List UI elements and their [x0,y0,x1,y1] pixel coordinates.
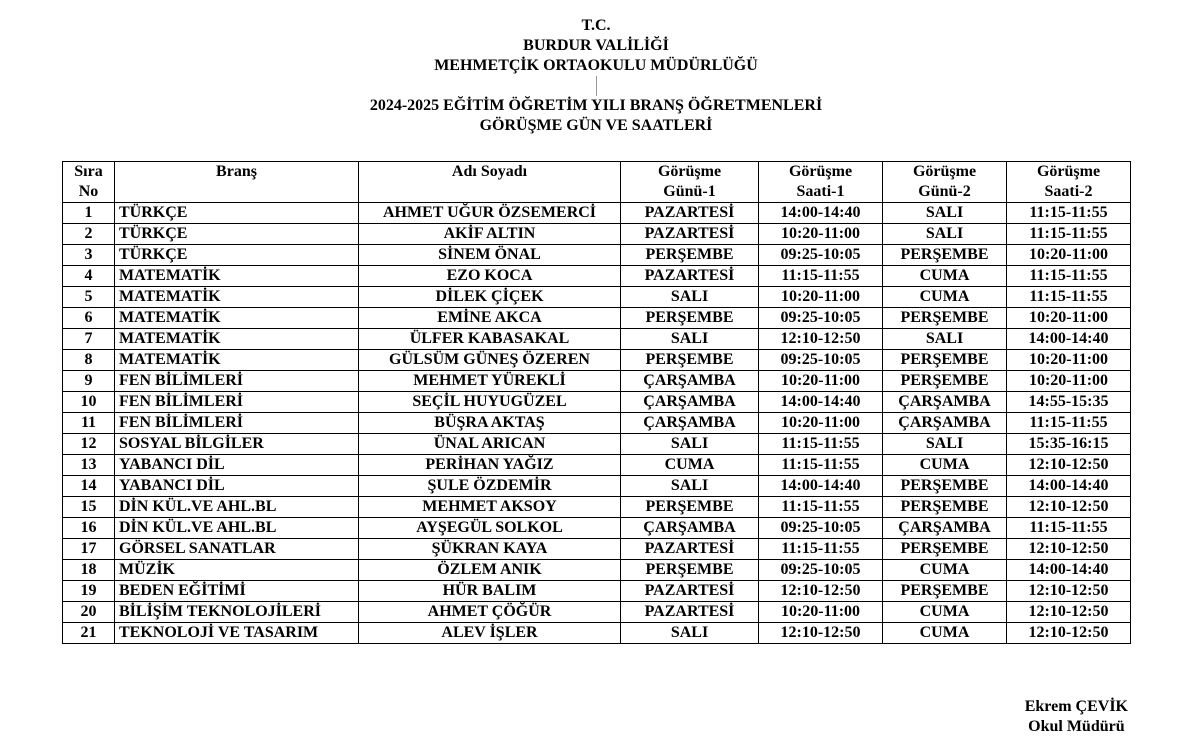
cell-branch: MÜZİK [115,560,359,581]
cell-no: 20 [63,602,115,623]
cell-day-1: PERŞEMBE [621,560,759,581]
cell-no: 16 [63,518,115,539]
cell-no: 1 [63,203,115,224]
cell-day-1: SALI [621,287,759,308]
column-header-text: Görüşme [788,163,853,180]
cell-no: 15 [63,497,115,518]
document-title-line2: GÖRÜŞME GÜN VE SAATLERİ [479,117,713,134]
table-row [63,224,1131,245]
cell-day-2: CUMA [883,602,1007,623]
cell-time-1: 14:00-14:40 [759,476,883,497]
cell-teacher-name: DİLEK ÇİÇEK [359,287,621,308]
cell-time-1: 09:25-10:05 [759,518,883,539]
cell-teacher-name: BÜŞRA AKTAŞ [359,413,621,434]
cell-time-1: 10:20-11:00 [759,287,883,308]
cell-time-2: 14:00-14:40 [1007,476,1131,497]
cell-branch: MATEMATİK [115,308,359,329]
cell-branch: DİN KÜL.VE AHL.BL [115,497,359,518]
cell-no: 5 [63,287,115,308]
cell-time-1: 14:00-14:40 [759,203,883,224]
cell-time-2: 12:10-12:50 [1007,623,1131,644]
cell-day-2: PERŞEMBE [883,350,1007,371]
cell-day-2: ÇARŞAMBA [883,413,1007,434]
cell-time-1: 09:25-10:05 [759,245,883,266]
cell-day-1: SALI [621,434,759,455]
cell-branch: FEN BİLİMLERİ [115,413,359,434]
cell-day-1: PERŞEMBE [621,350,759,371]
cell-day-2: ÇARŞAMBA [883,392,1007,413]
document-title-line1: 2024-2025 EĞİTİM ÖĞRETİM YILI BRANŞ ÖĞRETMENLERİ [369,97,823,114]
cell-no: 7 [63,329,115,350]
cell-day-1: PAZARTESİ [621,539,759,560]
cell-day-1: SALI [621,329,759,350]
cell-time-1: 10:20-11:00 [759,371,883,392]
cell-time-1: 11:15-11:55 [759,539,883,560]
cell-time-2: 14:55-15:35 [1007,392,1131,413]
cell-branch: DİN KÜL.VE AHL.BL [115,518,359,539]
cell-time-2: 12:10-12:50 [1007,497,1131,518]
cell-time-2: 10:20-11:00 [1007,371,1131,392]
cell-no: 3 [63,245,115,266]
cell-no: 17 [63,539,115,560]
cell-teacher-name: EZO KOCA [359,266,621,287]
cell-day-2: CUMA [883,455,1007,476]
cell-no: 9 [63,371,115,392]
table-body [63,203,1131,644]
cell-time-2: 14:00-14:40 [1007,329,1131,350]
cell-time-1: 14:00-14:40 [759,392,883,413]
cell-time-2: 11:15-11:55 [1007,518,1131,539]
cell-day-2: ÇARŞAMBA [883,518,1007,539]
cell-day-2: CUMA [883,287,1007,308]
table-row [63,497,1131,518]
cell-day-1: ÇARŞAMBA [621,518,759,539]
cell-time-2: 10:20-11:00 [1007,350,1131,371]
cell-branch: MATEMATİK [115,266,359,287]
cell-day-2: CUMA [883,266,1007,287]
table-row [63,602,1131,623]
cell-branch: SOSYAL BİLGİLER [115,434,359,455]
cell-branch: TÜRKÇE [115,224,359,245]
cell-day-2: SALI [883,434,1007,455]
cell-time-2: 12:10-12:50 [1007,539,1131,560]
cell-teacher-name: GÜLSÜM GÜNEŞ ÖZEREN [359,350,621,371]
cell-time-1: 12:10-12:50 [759,623,883,644]
cell-teacher-name: ŞÜKRAN KAYA [359,539,621,560]
cell-no: 21 [63,623,115,644]
cell-teacher-name: EMİNE AKCA [359,308,621,329]
cell-branch: YABANCI DİL [115,455,359,476]
table-row [63,266,1131,287]
meeting-schedule-table [62,161,1131,644]
cell-day-1: PAZARTESİ [621,266,759,287]
column-header-text: Branş [216,163,257,180]
cell-branch: BİLİŞİM TEKNOLOJİLERİ [115,602,359,623]
column-header-col-branch [115,162,359,203]
table-row [63,413,1131,434]
cell-teacher-name: ÖZLEM ANIK [359,560,621,581]
cell-day-2: PERŞEMBE [883,371,1007,392]
cell-no: 8 [63,350,115,371]
cell-day-2: PERŞEMBE [883,497,1007,518]
cell-branch: TÜRKÇE [115,245,359,266]
cell-time-1: 12:10-12:50 [759,581,883,602]
cell-day-1: PAZARTESİ [621,203,759,224]
cell-day-1: PAZARTESİ [621,581,759,602]
cell-time-2: 10:20-11:00 [1007,245,1131,266]
cell-branch: BEDEN EĞİTİMİ [115,581,359,602]
cell-branch: YABANCI DİL [115,476,359,497]
principal-name: Ekrem ÇEVİK [1024,698,1128,715]
cell-teacher-name: MEHMET AKSOY [359,497,621,518]
cell-teacher-name: SİNEM ÖNAL [359,245,621,266]
header-line-governorship: BURDUR VALİLİĞİ [523,37,669,54]
table-header-row [63,162,1131,203]
table-row [63,245,1131,266]
column-header-text: Görüşme [657,163,722,180]
cell-time-1: 10:20-11:00 [759,224,883,245]
cell-time-1: 09:25-10:05 [759,308,883,329]
cell-day-1: SALI [621,476,759,497]
cell-branch: TEKNOLOJİ VE TASARIM [115,623,359,644]
column-header-text: No [78,183,99,200]
table-row [63,287,1131,308]
cell-teacher-name: AYŞEGÜL SOLKOL [359,518,621,539]
cell-time-2: 11:15-11:55 [1007,287,1131,308]
column-header-text: Görüşme [912,163,977,180]
column-header-text: Günü-2 [918,183,971,200]
header-line-school: MEHMETÇİK ORTAOKULU MÜDÜRLÜĞÜ [434,57,758,74]
table-row [63,371,1131,392]
table-row [63,581,1131,602]
cell-branch: MATEMATİK [115,350,359,371]
cell-day-2: PERŞEMBE [883,539,1007,560]
cell-no: 6 [63,308,115,329]
cell-teacher-name: ŞULE ÖZDEMİR [359,476,621,497]
cell-day-2: CUMA [883,623,1007,644]
cell-time-1: 12:10-12:50 [759,329,883,350]
column-header-col-day-2 [883,162,1007,203]
column-header-text: Adı Soyadı [451,163,528,180]
cell-time-1: 10:20-11:00 [759,413,883,434]
table-row [63,329,1131,350]
table-row [63,434,1131,455]
cell-day-1: PAZARTESİ [621,602,759,623]
cell-time-2: 12:10-12:50 [1007,581,1131,602]
cell-day-2: PERŞEMBE [883,245,1007,266]
header-line-tc: T.C. [581,17,611,34]
column-header-col-day-1 [621,162,759,203]
cell-time-1: 09:25-10:05 [759,350,883,371]
text-cursor [596,76,597,96]
cell-time-2: 12:10-12:50 [1007,602,1131,623]
cell-day-1: CUMA [621,455,759,476]
signature-block [1025,697,1128,737]
principal-title: Okul Müdürü [1028,718,1125,735]
cell-no: 10 [63,392,115,413]
cell-day-1: ÇARŞAMBA [621,413,759,434]
cell-teacher-name: ALEV İŞLER [359,623,621,644]
column-header-col-no [63,162,115,203]
cell-day-1: ÇARŞAMBA [621,371,759,392]
cell-teacher-name: SEÇİL HUYUGÜZEL [359,392,621,413]
cell-teacher-name: AHMET ÇÖĞÜR [359,602,621,623]
cell-day-1: ÇARŞAMBA [621,392,759,413]
cell-no: 4 [63,266,115,287]
cell-day-1: PERŞEMBE [621,308,759,329]
table-row [63,560,1131,581]
table-row [63,392,1131,413]
column-header-col-time-1 [759,162,883,203]
cell-time-2: 12:10-12:50 [1007,455,1131,476]
column-header-text: Saati-1 [796,183,845,200]
table-row [63,476,1131,497]
cell-no: 14 [63,476,115,497]
cell-branch: GÖRSEL SANATLAR [115,539,359,560]
cell-time-1: 10:20-11:00 [759,602,883,623]
cell-day-2: PERŞEMBE [883,476,1007,497]
cell-teacher-name: ÜNAL ARICAN [359,434,621,455]
cell-time-2: 11:15-11:55 [1007,413,1131,434]
table-row [63,539,1131,560]
cell-time-1: 11:15-11:55 [759,497,883,518]
cell-branch: MATEMATİK [115,329,359,350]
cell-day-2: SALI [883,329,1007,350]
cell-teacher-name: HÜR BALIM [359,581,621,602]
cell-no: 19 [63,581,115,602]
table-row [63,518,1131,539]
cell-branch: FEN BİLİMLERİ [115,371,359,392]
column-header-text: Saati-2 [1044,183,1093,200]
cell-day-2: SALI [883,224,1007,245]
cell-day-2: SALI [883,203,1007,224]
cell-teacher-name: MEHMET YÜREKLİ [359,371,621,392]
cell-day-2: PERŞEMBE [883,308,1007,329]
cell-time-2: 11:15-11:55 [1007,203,1131,224]
cell-teacher-name: AHMET UĞUR ÖZSEMERCİ [359,203,621,224]
column-header-col-time-2 [1007,162,1131,203]
cell-time-2: 11:15-11:55 [1007,266,1131,287]
cell-time-2: 11:15-11:55 [1007,224,1131,245]
column-header-text: Sıra [74,163,103,180]
cell-teacher-name: ÜLFER KABASAKAL [359,329,621,350]
cell-time-2: 14:00-14:40 [1007,560,1131,581]
column-header-text: Görüşme [1036,163,1101,180]
cell-day-2: CUMA [883,560,1007,581]
cell-teacher-name: AKİF ALTIN [359,224,621,245]
cell-day-1: PAZARTESİ [621,224,759,245]
document-header [0,16,1192,136]
cell-teacher-name: PERİHAN YAĞIZ [359,455,621,476]
cell-day-1: SALI [621,623,759,644]
cell-day-1: PERŞEMBE [621,497,759,518]
table-row [63,455,1131,476]
table-row [63,308,1131,329]
cell-no: 2 [63,224,115,245]
cell-time-1: 11:15-11:55 [759,455,883,476]
cell-no: 13 [63,455,115,476]
cell-no: 18 [63,560,115,581]
cell-time-1: 11:15-11:55 [759,434,883,455]
cell-time-2: 10:20-11:00 [1007,308,1131,329]
cell-time-2: 15:35-16:15 [1007,434,1131,455]
cell-branch: TÜRKÇE [115,203,359,224]
table-header [63,162,1131,203]
cell-branch: FEN BİLİMLERİ [115,392,359,413]
table-row [63,203,1131,224]
table-row [63,623,1131,644]
cell-branch: MATEMATİK [115,287,359,308]
cell-day-1: PERŞEMBE [621,245,759,266]
table-row [63,350,1131,371]
column-header-col-name [359,162,621,203]
column-header-text: Günü-1 [663,183,716,200]
cell-day-2: PERŞEMBE [883,581,1007,602]
cell-time-1: 09:25-10:05 [759,560,883,581]
cell-no: 12 [63,434,115,455]
cell-no: 11 [63,413,115,434]
cell-time-1: 11:15-11:55 [759,266,883,287]
